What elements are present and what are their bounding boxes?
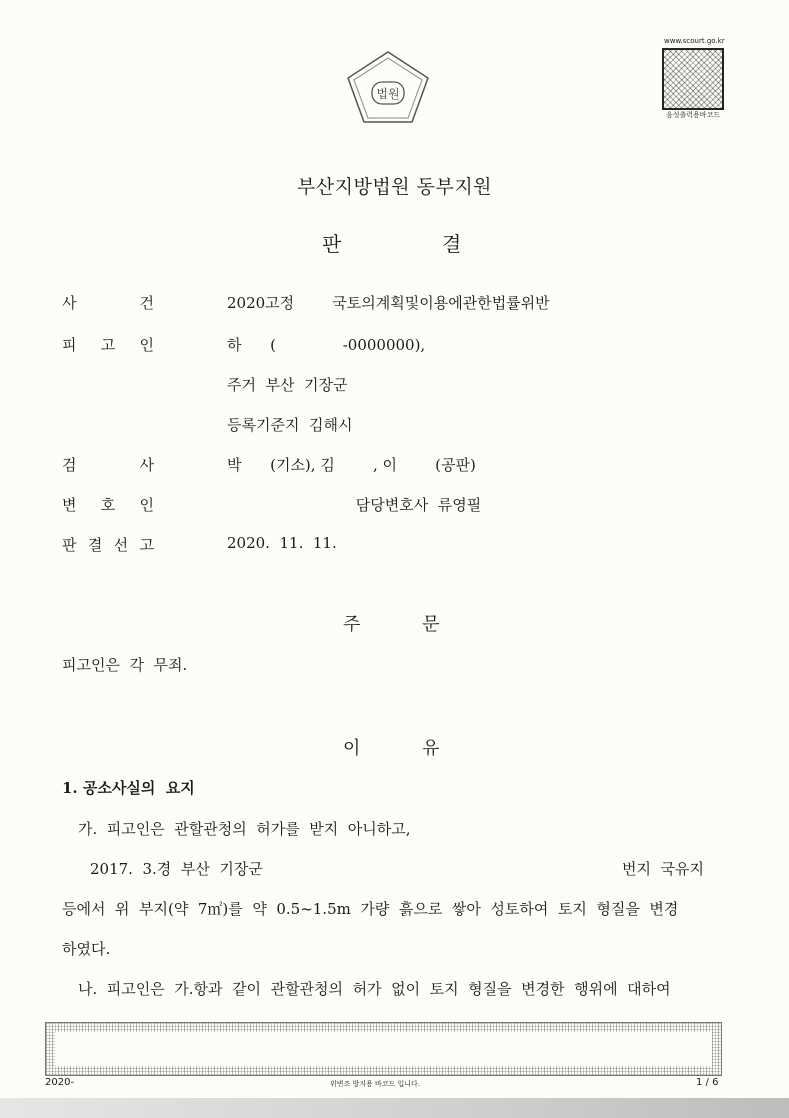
label-case: 사 건	[62, 294, 154, 312]
order-heading-1: 주	[343, 614, 361, 635]
label-prosecutor: 검 사	[62, 456, 154, 474]
court-name: 부산지방법원 동부지원	[296, 176, 493, 198]
seal-text: 법원	[376, 87, 400, 101]
footer-barcode-note: 위변조 방지용 바코드 입니다.	[330, 1080, 421, 1088]
reasons-heading-2: 유	[422, 738, 440, 759]
para-line2-left: 2017. 3.경 부산 기장군	[90, 860, 263, 878]
page-bottom-edge	[0, 1098, 789, 1118]
court-seal	[342, 48, 434, 128]
para-ga: 가. 피고인은 관할관청의 허가를 받지 아니하고,	[78, 820, 411, 838]
label-defendant: 피 고 인	[62, 336, 154, 354]
label-counsel: 변 호 인	[62, 496, 154, 514]
para-line3: 등에서 위 부지(약 7㎡)를 약 0.5~1.5m 가량 흙으로 쌓아 성토하여 토지 형질을 변경	[62, 900, 679, 918]
barcode-caption: 음성출력용바코드	[666, 111, 721, 119]
doc-title-part-2: 결	[442, 232, 462, 256]
value-counsel: 담당변호사 류영필	[227, 496, 482, 514]
value-judgment-date: 2020. 11. 11.	[227, 534, 337, 552]
order-text: 피고인은 각 무죄.	[62, 656, 188, 674]
page-number: 1 / 6	[696, 1077, 719, 1088]
value-registry: 등록기준지 김해시	[227, 416, 353, 434]
footer-case-number: 2020-	[45, 1077, 75, 1088]
security-barcode-window	[55, 1032, 712, 1066]
qr-barcode	[662, 48, 724, 110]
value-prosecutor: 박 (기소), 김 , 이 (공판)	[227, 456, 476, 474]
para-line4: 하였다.	[62, 940, 111, 958]
value-residence: 주거 부산 기장군	[227, 376, 348, 394]
reasons-heading-1: 이	[343, 738, 361, 759]
doc-title-part-1: 판	[322, 232, 342, 256]
barcode-url: www.scourt.go.kr	[664, 37, 725, 45]
para-line2-right: 번지 국유지	[622, 860, 704, 878]
para-na: 나. 피고인은 가.항과 같이 관할관청의 허가 없이 토지 형질을 변경한 행위에 대하여	[78, 980, 671, 998]
order-heading-2: 문	[422, 614, 440, 635]
value-case: 2020고정 국토의계획및이용에관한법률위반	[227, 294, 550, 312]
value-defendant: 하 ( -0000000),	[227, 336, 426, 354]
label-judgment-date: 판 결 선 고	[62, 536, 154, 554]
reasons-subheading: 1. 공소사실의 요지	[62, 779, 195, 797]
